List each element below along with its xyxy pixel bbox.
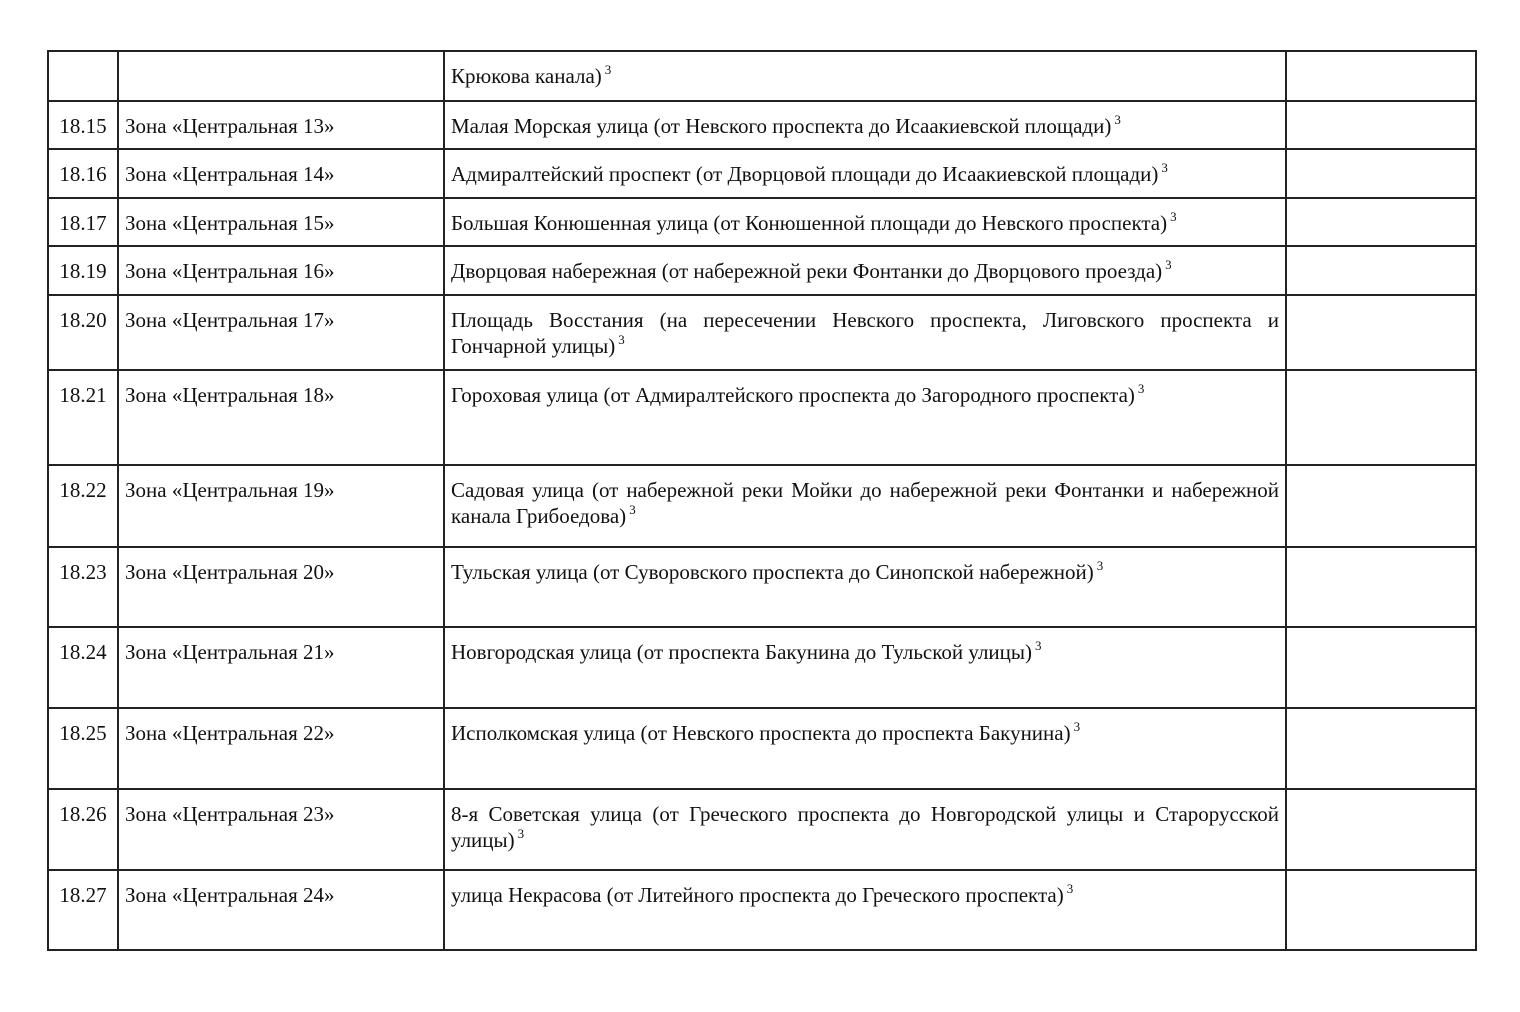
empty-cell <box>1286 870 1476 950</box>
zone-name: Зона «Центральная 17» <box>118 295 444 370</box>
zone-name <box>118 51 444 101</box>
row-number: 18.23 <box>48 547 118 627</box>
table-row <box>48 789 1476 870</box>
zone-name: Зона «Центральная 22» <box>118 708 444 789</box>
zone-description: Крюкова канала) $^3$ <box>444 51 1286 101</box>
footnote-marker: 3 <box>1114 112 1121 127</box>
empty-cell <box>1286 149 1476 198</box>
table-row <box>48 465 1476 547</box>
zone-description: Адмиралтейский проспект (от Дворцовой площади до Исаакиевской площади) $^3$ <box>444 149 1286 198</box>
zone-name: Зона «Центральная 18» <box>118 370 444 465</box>
zone-name: Зона «Центральная 19» <box>118 465 444 547</box>
row-number: 18.17 <box>48 198 118 246</box>
row-number: 18.21 <box>48 370 118 465</box>
zone-name: Зона «Центральная 15» <box>118 198 444 246</box>
footnote-marker: 3 <box>618 332 625 347</box>
zone-name: Зона «Центральная 20» <box>118 547 444 627</box>
footnote-marker: 3 <box>1096 558 1104 573</box>
table-row <box>48 101 1476 149</box>
zone-description: Площадь Восстания (на пересечении Невского проспекта, Лиговского проспекта и Гончарной улицы) $^3$ <box>444 295 1286 370</box>
empty-cell <box>1286 295 1476 370</box>
footnote-marker: 3 <box>629 502 636 517</box>
footnote-marker: 3 <box>1035 638 1042 653</box>
footnote-marker: 3 <box>1170 209 1177 224</box>
zone-name: Зона «Центральная 23» <box>118 789 444 870</box>
empty-cell <box>1286 789 1476 870</box>
footnote-marker: 3 <box>1137 381 1145 396</box>
table-row <box>48 198 1476 246</box>
row-number: 18.22 <box>48 465 118 547</box>
empty-cell <box>1286 627 1476 708</box>
zone-name: Зона «Центральная 13» <box>118 101 444 149</box>
zones-table <box>47 50 1477 951</box>
zone-description: Дворцовая набережная (от набережной реки Фонтанки до Дворцового проезда) $^3$ <box>444 246 1286 295</box>
table-row <box>48 627 1476 708</box>
footnote-marker: 3 <box>1165 257 1172 272</box>
zone-description: Исполкомская улица (от Невского проспекта до проспекта Бакунина) $^3$ <box>444 708 1286 789</box>
table-row <box>48 51 1476 101</box>
zone-name: Зона «Центральная 14» <box>118 149 444 198</box>
empty-cell <box>1286 465 1476 547</box>
zone-description: Малая Морская улица (от Невского проспекта до Исаакиевской площади) $^3$ <box>444 101 1286 149</box>
row-number: 18.15 <box>48 101 118 149</box>
empty-cell <box>1286 370 1476 465</box>
zone-description: Новгородская улица (от проспекта Бакунина до Тульской улицы) $^3$ <box>444 627 1286 708</box>
row-number: 18.16 <box>48 149 118 198</box>
table-row <box>48 370 1476 465</box>
empty-cell <box>1286 101 1476 149</box>
zone-description: улица Некрасова (от Литейного проспекта до Греческого проспекта) $^3$ <box>444 870 1286 950</box>
footnote-marker: 3 <box>1161 160 1168 175</box>
row-number: 18.24 <box>48 627 118 708</box>
table-row <box>48 547 1476 627</box>
footnote-marker: 3 <box>517 826 525 841</box>
table-row <box>48 246 1476 295</box>
empty-cell <box>1286 198 1476 246</box>
row-number: 18.27 <box>48 870 118 950</box>
table-row <box>48 149 1476 198</box>
row-number: 18.19 <box>48 246 118 295</box>
zone-description: Тульская улица (от Суворовского проспекта до Синопской набережной) $^3$ <box>444 547 1286 627</box>
footnote-marker: 3 <box>604 62 612 77</box>
table-row <box>48 870 1476 950</box>
zone-description: 8-я Советская улица (от Греческого проспекта до Новгородской улицы и Старорусской улицы) $^3$ <box>444 789 1286 870</box>
row-number: 18.25 <box>48 708 118 789</box>
zone-name: Зона «Центральная 24» <box>118 870 444 950</box>
empty-cell <box>1286 547 1476 627</box>
footnote-marker: 3 <box>1073 719 1081 734</box>
row-number: 18.20 <box>48 295 118 370</box>
empty-cell <box>1286 246 1476 295</box>
zone-description: Гороховая улица (от Адмиралтейского проспекта до Загородного проспекта) $^3$ <box>444 370 1286 465</box>
table-row <box>48 708 1476 789</box>
zone-name: Зона «Центральная 16» <box>118 246 444 295</box>
footnote-marker: 3 <box>1066 881 1074 896</box>
table-row <box>48 295 1476 370</box>
empty-cell <box>1286 708 1476 789</box>
zone-name: Зона «Центральная 21» <box>118 627 444 708</box>
empty-cell <box>1286 51 1476 101</box>
row-number: 18.26 <box>48 789 118 870</box>
row-number <box>48 51 118 101</box>
zone-description: Большая Конюшенная улица (от Конюшенной площади до Невского проспекта) $^3$ <box>444 198 1286 246</box>
zone-description: Садовая улица (от набережной реки Мойки до набережной реки Фонтанки и набережной канала Грибоедова) $^3$ <box>444 465 1286 547</box>
